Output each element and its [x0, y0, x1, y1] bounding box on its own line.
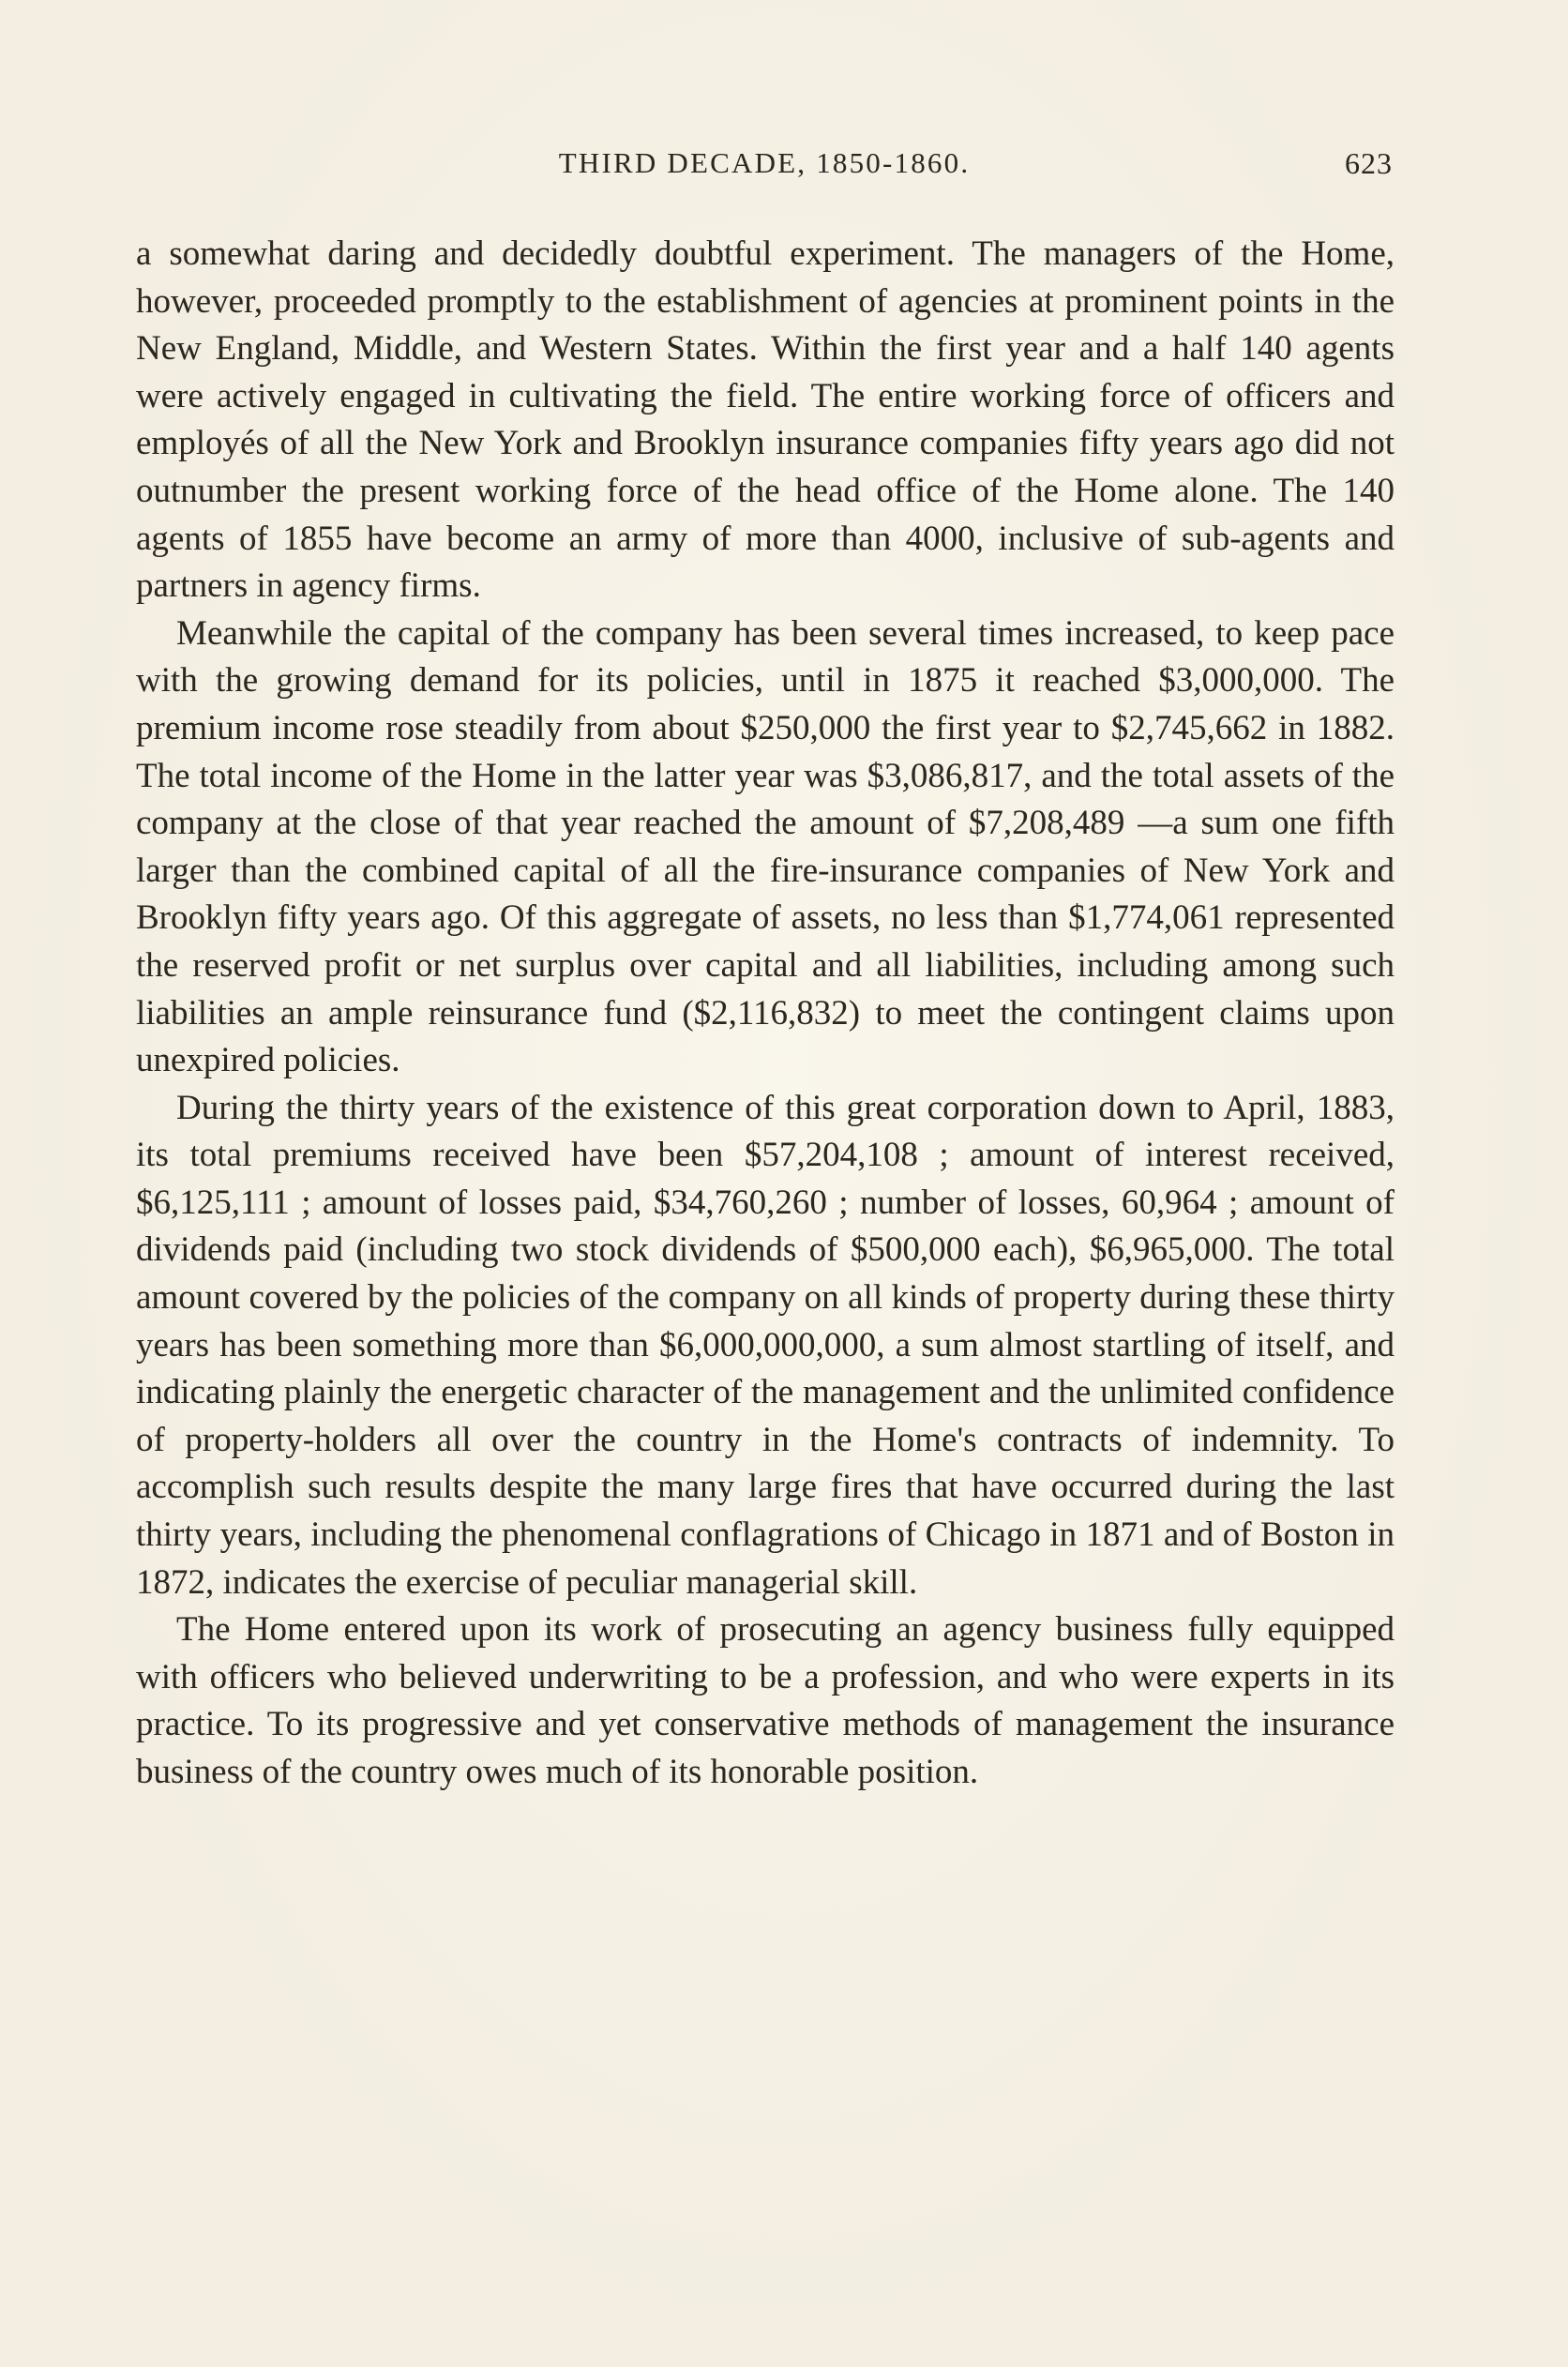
running-title: THIRD DECADE, 1850-1860.: [558, 146, 971, 179]
paragraph-continued: a somewhat daring and decidedly doubtful experiment. The managers of the Home, however, proceeded promptly to the establishment of agencies at prominent points in the New England, Middle, and Western States. Within the first year and a half 140 agents were actively engaged in cultivating the field. The entire working force of officers and employés of all the New York and Brooklyn insurance companies fifty years ago did not outnumber the present working force of the head office of the Home alone. The 140 agents of 1855 have become an army of more than 4000, inclusive of sub-agents and partners in agency firms.: [136, 234, 1395, 606]
running-head: [136, 143, 1393, 184]
paragraph-capital-growth: Meanwhile the capital of the company has been several times increased, to keep pace with the growing demand for its policies, until in 1875 it reached $3,000,000. The premium income rose steadily from about $250,000 the first year to $2,745,662 in 1882. The total income of the Home in the latter year was $3,086,817, and the total assets of the company at the close of that year reached the amount of $7,208,489 —a sum one fifth larger than the combined capital of all the fire-insurance companies of New York and Brooklyn fifty years ago. Of this aggregate of assets, no less than $1,774,061 represented the reserved profit or net surplus over capital and all liabilities, including among such liabilities an ample reinsurance fund ($2,116,832) to meet the contingent claims upon unexpired policies.: [136, 613, 1395, 1080]
paragraph-thirty-years: During the thirty years of the existence of this great corporation down to April, 1883, its total premiums received have been $57,204,108 ; amount of interest received, $6,125,111 ; amount of losses paid, $34,760,260 ; number of losses, 60,964 ; amount of dividends paid (including two stock dividends of $500,000 each), $6,965,000. The total amount covered by the policies of the company on all kinds of property during these thirty years has been something more than $6,000,000,000, a sum almost startling of itself, and indicating plainly the energetic character of the management and the unlimited confidence of property-holders all over the country in the Home's contracts of indemnity. To accomplish such results despite the many large fires that have occurred during the last thirty years, including the phenomenal conflagrations of Chicago in 1871 and of Boston in 1872, indicates the exercise of peculiar managerial skill.: [136, 1088, 1395, 1602]
paragraph-agency-business: The Home entered upon its work of prosecuting an agency business fully equipped with officers who believed underwriting to be a profession, and who were experts in its practice. To its progressive and yet conservative methods of management the insurance business of the country owes much of its honorable position.: [136, 1610, 1395, 1791]
page-number: 623: [1345, 146, 1393, 180]
body-text: [136, 231, 1395, 1797]
